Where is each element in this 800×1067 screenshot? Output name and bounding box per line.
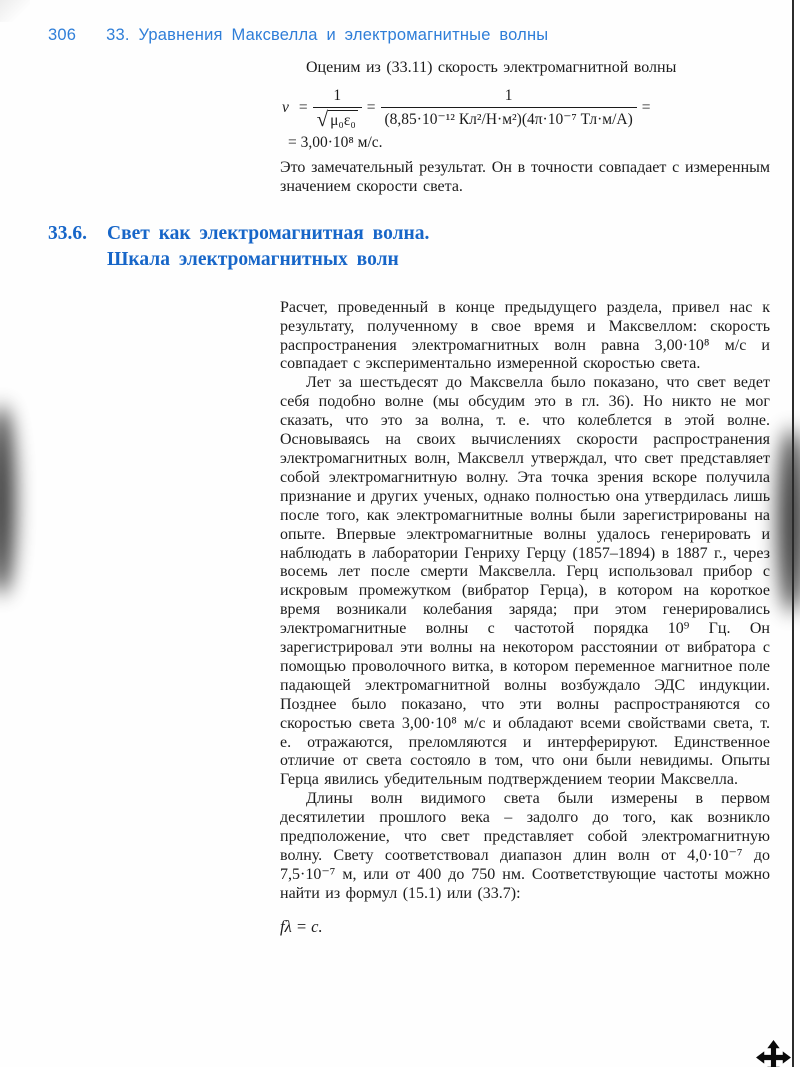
section-title-line1: Свет как электромагнитная волна. [107,222,430,244]
radicand-mu0-eps0: μ₀ε₀ [330,111,356,129]
equals-sign: = [298,99,308,117]
page-number: 306 [48,26,77,44]
chapter-title: 33. Уравнения Максвелла и электромагнитные волны [106,26,549,44]
fraction-numeric [381,87,637,129]
section-title-line2: Шкала электромагнитных волн [107,248,399,270]
section-number: 33.6. [48,222,87,244]
move-pan-icon[interactable] [755,1039,792,1067]
text-column [280,59,770,197]
formula-lhs: fλ [280,916,292,936]
fraction-numerator: 1 [504,87,513,105]
equation-variable: v [282,99,289,117]
page-edge-line [792,0,794,1067]
section-title [107,221,429,273]
section-heading [48,221,770,273]
wave-formula [280,917,770,937]
equals-sign: = [641,99,651,117]
speed-equation [282,87,770,152]
page-curl-shadow-left [0,405,15,595]
formula-rhs: = c. [295,916,323,936]
after-equation-paragraph: Это замечательный результат. Он в точности совпадает с измеренным значением скорости света. [280,158,770,195]
equation-line [282,87,770,130]
running-head [0,0,800,45]
paragraph: Длины волн видимого света были измерены в первом десятилетии прошлого века – задолго до того, как возникло предположение, что свет представляет собой электромагнитную волну. Свету соответствовал диапазон длин волн от 4,0·10⁻⁷ до 7,5·10⁻⁷ м, или от 400 до 750 нм. Соответствующие частоты можно найти из формул (15.1) или (33.7): [280,790,770,902]
paragraph: Расчет, проведенный в конце предыдущего раздела, привел нас к результату, полученному в свое время и Максвеллом: скорость распространения электромагнитных волн равна 3,00·10⁸ м/с и совпадает с экспериментально измеренной скоростью света. [280,298,770,373]
page-curl-shadow-right [778,428,800,613]
lead-paragraph: Оценим из (33.11) скорость электромагнитной волны [306,59,677,76]
fraction-denominator: (8,85·10⁻¹² Кл²/Н·м²)(4π·10⁻⁷ Тл·м/А) [381,107,637,129]
equals-sign: = [366,99,376,117]
radical-sign: √ [316,106,329,131]
fraction-numerator: 1 [333,86,342,104]
scan-smudge [0,0,30,22]
paragraph: Лет за шестьдесят до Максвелла было показано, что свет ведет себя подобно волне (мы обсудим это в гл. 36). Но никто не мог сказать, что это за волна, т. е. что колеблется в этой волне. Основываясь на своих вычислениях скорости распространения электромагнитных волн, Максвелл утверждал, что свет представляет собой электромагнитную волну. Эта точка зрения вскоре получила признание и других ученых, однако полностью она утвердилась лишь после того, как электромагнитные волны были зарегистрированы на опыте. Впервые электромагнитные волны удалось генерировать и наблюдать в лаборатории Генриху Герцу (1857–1894) в 1887 г., через восемь лет после смерти Максвелла. Герц использовал прибор с искровым промежутком (вибратор Герца), в котором на короткое время возникали колебания заряда; при этом генерировались электромагнитные волны с частотой порядка 10⁹ Гц. Он зарегистрировал эти волны на некотором расстоянии от вибратора с помощью проволочного витка, в котором переменное магнитное поле падающей электромагнитной волны возбуждало ЭДС индукции. Позднее было показано, что эти волны распространяются со скоростью света 3,00·10⁸ м/с и обладают всеми свойствами света, т. е. отражаются, преломляются и интерферируют. Единственное отличие от света состояло в том, что они были невидимы. Опыты Герца явились убедительным подтверждением теории Максвелла. [280,374,770,789]
equation-result: = 3,00·10⁸ м/с. [288,133,383,151]
text-column [280,299,770,937]
fraction-sqrt [313,87,362,130]
fraction-denominator [313,107,362,130]
